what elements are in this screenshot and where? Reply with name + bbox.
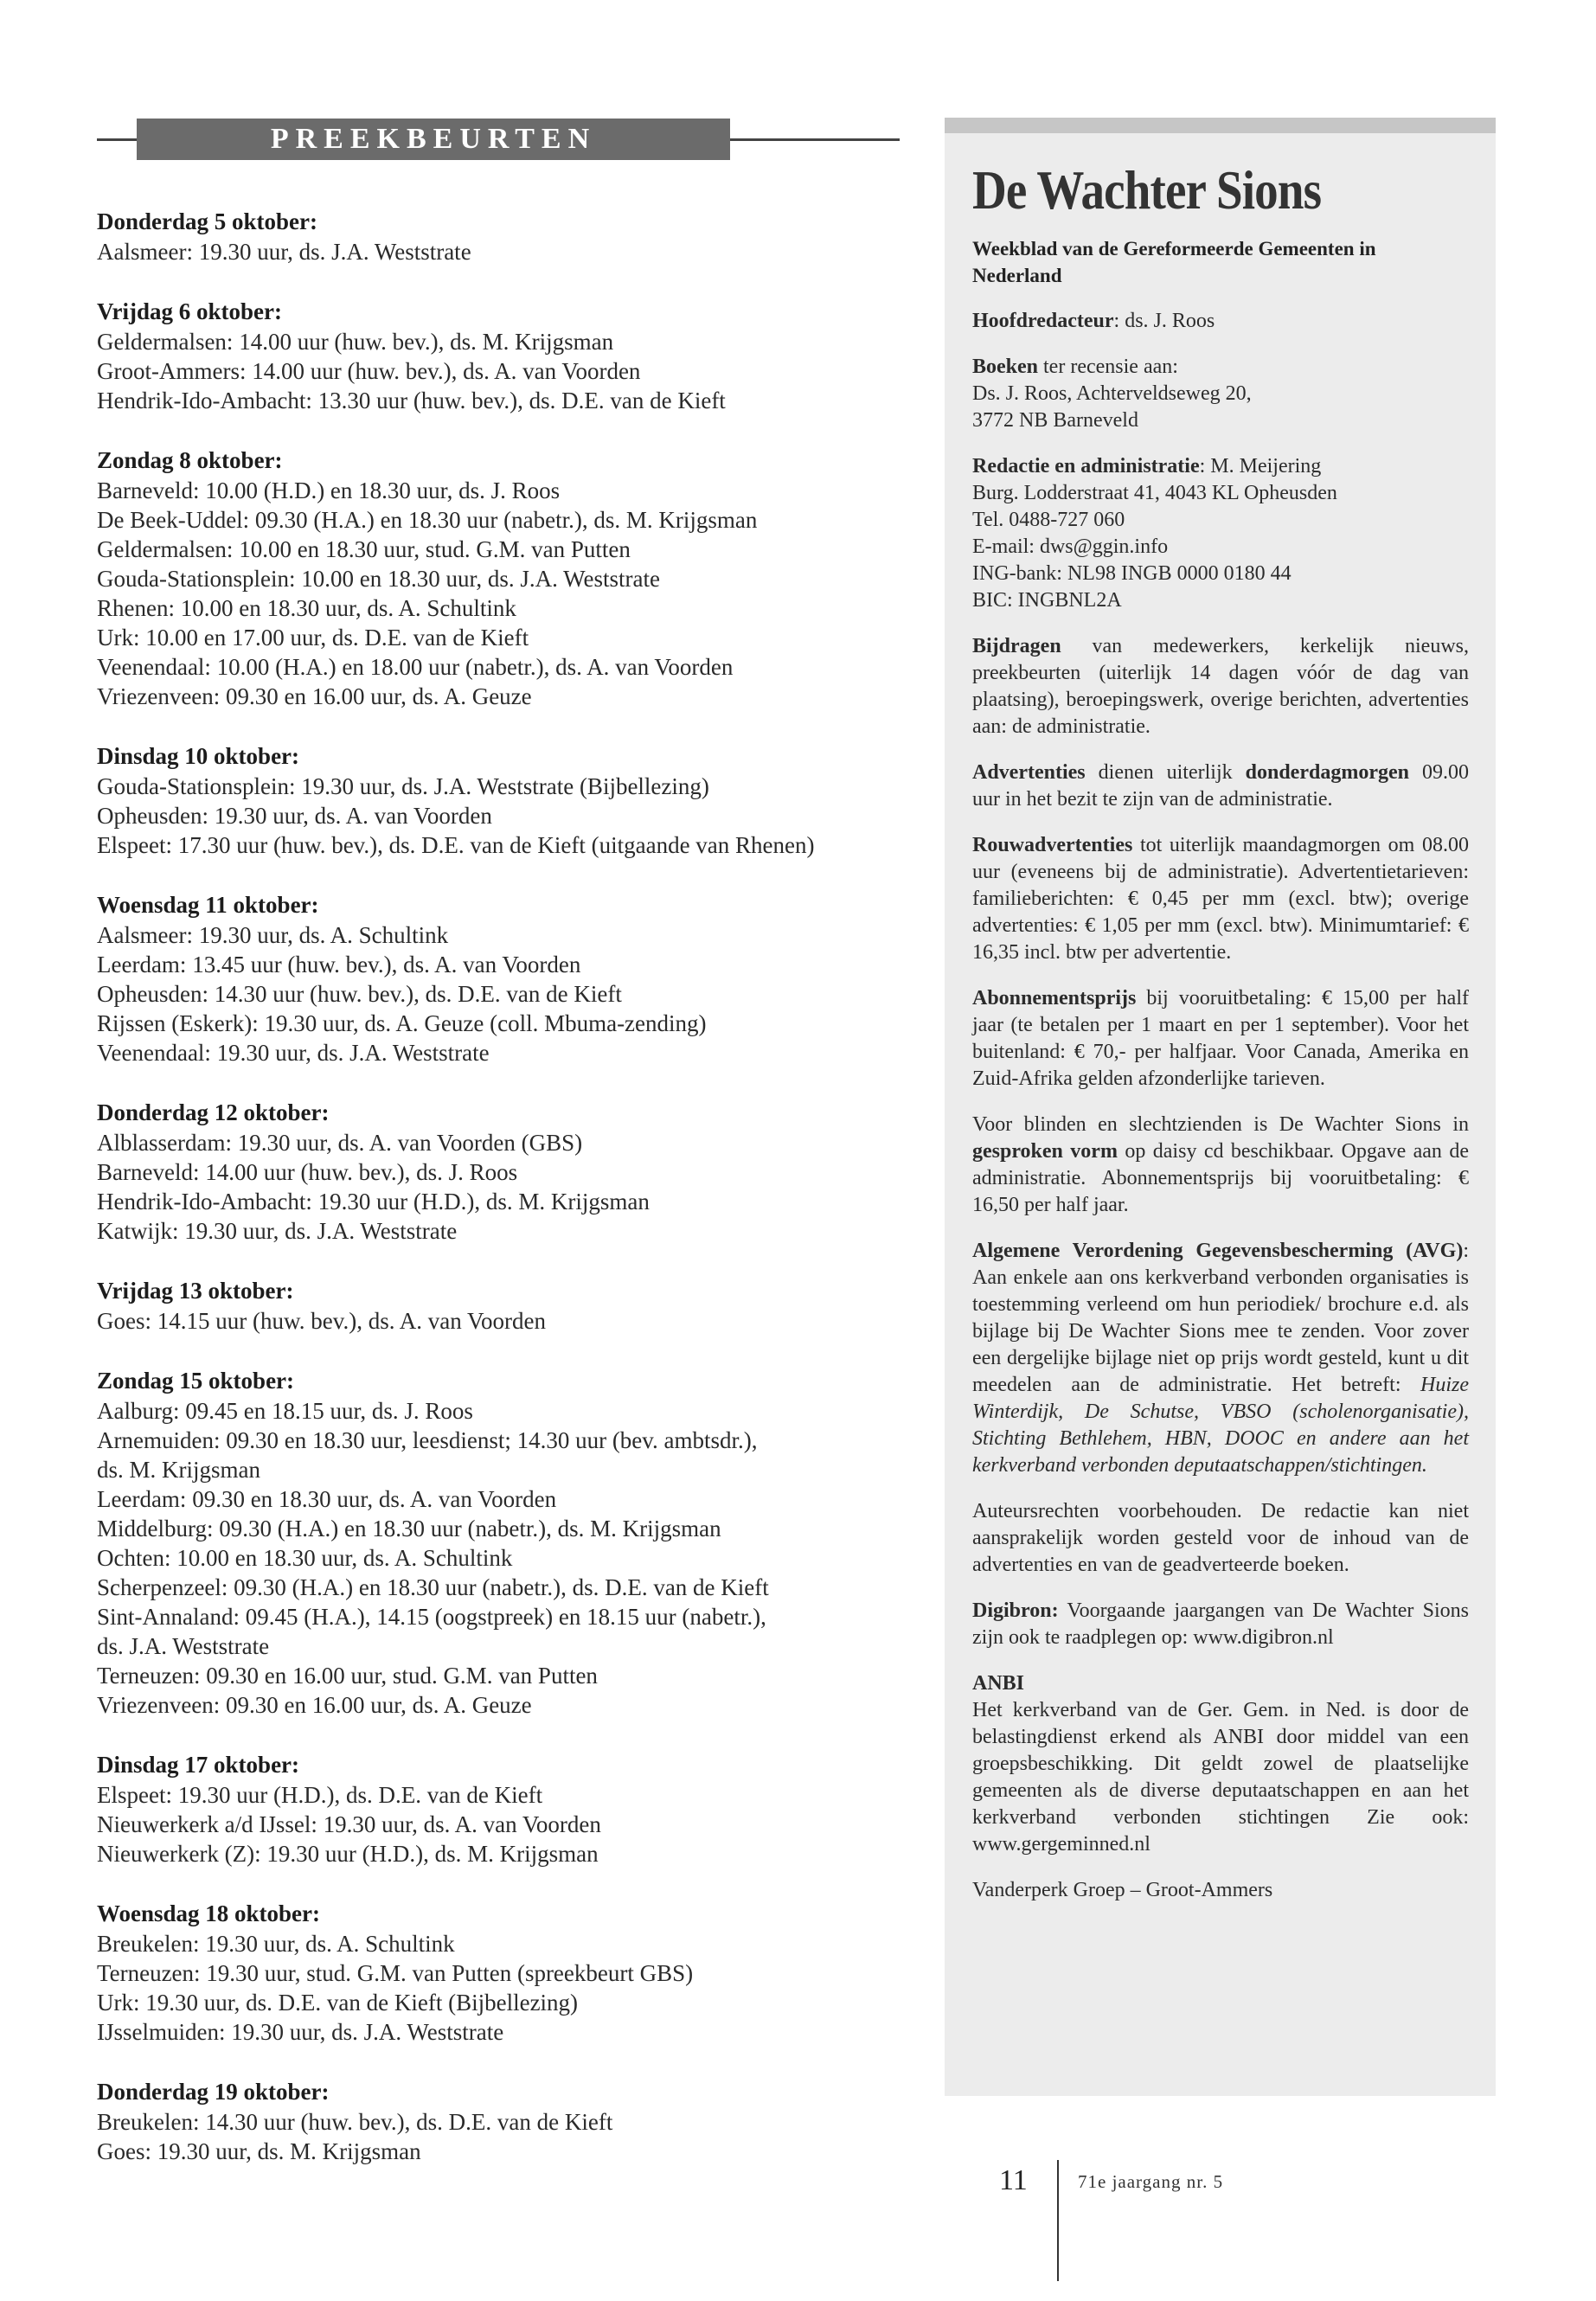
avg-text: : Aan enkele aan ons kerkverband verbonden organisaties is toestemming verleend om hun periodiek/ brochure e.d. als bijlage bij De Wachter Sions mee te zenden. Voor zover een dergelijke bijlage niet op prijs wordt gesteld, kunt u dit meedelen aan de administratie. Het betreft: xyxy=(972,1240,1469,1396)
service-line: Aalsmeer: 19.30 uur, ds. J.A. Weststrate xyxy=(97,239,471,265)
day-heading: Woensdag 18 oktober: xyxy=(97,1900,321,1926)
service-line: Alblasserdam: 19.30 uur, ds. A. van Voorden (GBS) xyxy=(97,1130,583,1156)
day-heading: Zondag 15 oktober: xyxy=(97,1368,295,1394)
service-line: Sint-Annaland: 09.45 (H.A.), 14.15 (oogstpreek) en 18.15 uur (nabetr.), xyxy=(97,1604,766,1630)
service-line: IJsselmuiden: 19.30 uur, ds. J.A. Weststrate xyxy=(97,2019,504,2045)
boeken-block xyxy=(972,354,1469,434)
boeken-label: Boeken xyxy=(972,356,1039,378)
day-heading: Dinsdag 10 oktober: xyxy=(97,743,300,769)
day-heading: Donderdag 19 oktober: xyxy=(97,2079,330,2105)
service-line: Arnemuiden: 09.30 en 18.30 uur, leesdienst; 14.30 uur (bev. ambtsdr.), xyxy=(97,1427,758,1453)
advertenties-text: dienen uiterlijk xyxy=(1085,761,1246,784)
drukker: Vanderperk Groep – Groot-Ammers xyxy=(972,1879,1273,1901)
redactie-block xyxy=(972,453,1469,614)
colophon-panel xyxy=(945,118,1496,2096)
header-rule-right xyxy=(730,138,900,141)
day-block xyxy=(97,1366,927,1720)
service-line: Leerdam: 09.30 en 18.30 uur, ds. A. van Voorden xyxy=(97,1486,557,1512)
redactie-email: E-mail: dws@ggin.info xyxy=(972,535,1169,558)
service-line: Nieuwerkerk a/d IJssel: 19.30 uur, ds. A. van Voorden xyxy=(97,1811,601,1837)
service-line: Breukelen: 19.30 uur, ds. A. Schultink xyxy=(97,1931,455,1957)
rouw-block xyxy=(972,832,1469,966)
auteursrechten: Auteursrechten voorbehouden. De redactie kan niet aansprakelijk worden gesteld voor de inhoud van de advertenties en van de geadverteerde boeken. xyxy=(972,1500,1469,1576)
service-line: Geldermalsen: 10.00 en 18.30 uur, stud. G.M. van Putten xyxy=(97,536,631,562)
section-header: PREEKBEURTEN xyxy=(137,119,730,160)
redactie-value: : M. Meijering xyxy=(1199,455,1322,478)
abonnement-text: bij vooruitbetaling: € 15,00 per half jaar (te betalen per 1 maart en per 1 september). Voor het buitenland: € 70,- per halfjaar. Voor Canada, Amerika en Zuid-Afrika gelden afzonderlijke tarieven. xyxy=(972,987,1469,1090)
bijdragen-text: van medewerkers, kerkelijk nieuws, preekbeurten (uiterlijk 14 dagen vóór de dag van plaatsing), beroepingswerk, overige berichten, advertenties aan: de administratie. xyxy=(972,635,1469,738)
blinden-text: op daisy cd beschikbaar. Opgave aan de administratie. Abonnementsprijs bij vooruitbetaling: € 16,50 per half jaar. xyxy=(972,1140,1469,1216)
service-line: Elspeet: 19.30 uur (H.D.), ds. D.E. van de Kieft xyxy=(97,1782,543,1808)
service-line: Hendrik-Ido-Ambacht: 13.30 uur (huw. bev.), ds. D.E. van de Kieft xyxy=(97,388,726,413)
boeken-value: ter recensie aan: xyxy=(1038,356,1178,378)
rouw-label: Rouwadvertenties xyxy=(972,834,1133,856)
redactie-line: BIC: INGBNL2A xyxy=(972,589,1122,612)
avg-italic: Huize Winterdijk, De Schutse, VBSO (scholenorganisatie), Stichting Bethlehem, HBN, DOOC en andere aan het kerkverband verbonden deputaatschappen/stichtingen. xyxy=(972,1374,1469,1477)
service-line: Urk: 19.30 uur, ds. D.E. van de Kieft (Bijbellezing) xyxy=(97,1990,579,2016)
day-block xyxy=(97,890,927,1067)
service-line: Rijssen (Eskerk): 19.30 uur, ds. A. Geuze (coll. Mbuma-zending) xyxy=(97,1010,707,1036)
issue-info: 71e jaargang nr. 5 xyxy=(1078,2171,1224,2192)
redactie-line: Burg. Lodderstraat 41, 4043 KL Opheusden xyxy=(972,482,1337,504)
rouw-text: tot uiterlijk maandagmorgen om 08.00 uur (eveneens bij de administratie). Advertentietarieven: familieberichten: € 0,45 per mm (excl. btw); overige advertenties: € 1,05 per mm (excl. btw). Minimumtarief: € 16,35 incl. btw per advertentie. xyxy=(972,834,1469,964)
boeken-line: 3772 NB Barneveld xyxy=(972,409,1138,432)
digibron-block xyxy=(972,1598,1469,1651)
service-line: Middelburg: 09.30 (H.A.) en 18.30 uur (nabetr.), ds. M. Krijgsman xyxy=(97,1516,721,1541)
service-line: Goes: 14.15 uur (huw. bev.), ds. A. van Voorden xyxy=(97,1308,546,1334)
day-block xyxy=(97,445,927,711)
hoofdredacteur-value: : ds. J. Roos xyxy=(1113,310,1215,332)
magazine-subtitle: Weekblad van de Gereformeerde Gemeenten in Nederland xyxy=(972,238,1376,286)
blinden-text: Voor blinden en slechtzienden is De Wachter Sions in xyxy=(972,1113,1469,1136)
service-line: Rhenen: 10.00 en 18.30 uur, ds. A. Schultink xyxy=(97,595,516,621)
magazine-title: De Wachter Sions xyxy=(972,159,1322,221)
redactie-line: ING-bank: NL98 INGB 0000 0180 44 xyxy=(972,562,1292,585)
bijdragen-block xyxy=(972,633,1469,740)
service-line: Katwijk: 19.30 uur, ds. J.A. Weststrate xyxy=(97,1218,458,1244)
advertenties-label: Advertenties xyxy=(972,761,1086,784)
service-line: Terneuzen: 19.30 uur, stud. G.M. van Putten (spreekbeurt GBS) xyxy=(97,1960,694,1986)
day-heading: Dinsdag 17 oktober: xyxy=(97,1752,300,1778)
service-line: Veenendaal: 10.00 (H.A.) en 18.00 uur (nabetr.), ds. A. van Voorden xyxy=(97,654,734,680)
day-block xyxy=(97,1899,927,2047)
preekbeurten-list xyxy=(97,207,927,2196)
day-block xyxy=(97,297,927,415)
day-block xyxy=(97,207,927,266)
day-heading: Vrijdag 6 oktober: xyxy=(97,298,282,324)
anbi-block xyxy=(972,1670,1469,1858)
day-heading: Woensdag 11 oktober: xyxy=(97,892,319,918)
service-line: ds. J.A. Weststrate xyxy=(97,1633,270,1659)
service-line: Goes: 19.30 uur, ds. M. Krijgsman xyxy=(97,2138,421,2164)
service-line: Breukelen: 14.30 uur (huw. bev.), ds. D.E. van de Kieft xyxy=(97,2109,613,2135)
day-heading: Vrijdag 13 oktober: xyxy=(97,1278,294,1304)
service-line: Nieuwerkerk (Z): 19.30 uur (H.D.), ds. M. Krijgsman xyxy=(97,1841,599,1867)
page-number: 11 xyxy=(999,2164,1028,2196)
service-line: Urk: 10.00 en 17.00 uur, ds. D.E. van de Kieft xyxy=(97,625,529,651)
service-line: Leerdam: 13.45 uur (huw. bev.), ds. A. van Voorden xyxy=(97,952,581,977)
service-line: Veenendaal: 19.30 uur, ds. J.A. Weststrate xyxy=(97,1040,490,1066)
service-line: Gouda-Stationsplein: 19.30 uur, ds. J.A. Weststrate (Bijbellezing) xyxy=(97,773,709,799)
anbi-text: Het kerkverband van de Ger. Gem. in Ned. is door de belastingdienst erkend als ANBI door middel van een groepsbeschikking. Dit geldt zowel de plaatselijke gemeenten als de diverse deputaatschappen en aan het kerkverband verbonden stichtingen Zie ook: www.gergeminned.nl xyxy=(972,1699,1469,1856)
service-line: Barneveld: 10.00 (H.D.) en 18.30 uur, ds. J. Roos xyxy=(97,478,561,503)
digibron-text: Voorgaande jaargangen van De Wachter Sions zijn ook te raadplegen op: www.digibron.nl xyxy=(972,1599,1469,1649)
day-block xyxy=(97,1098,927,1246)
service-line: Gouda-Stationsplein: 10.00 en 18.30 uur, ds. J.A. Weststrate xyxy=(97,566,660,592)
avg-block xyxy=(972,1238,1469,1479)
day-heading: Donderdag 5 oktober: xyxy=(97,208,317,234)
service-line: Geldermalsen: 14.00 uur (huw. bev.), ds. M. Krijgsman xyxy=(97,329,614,355)
anbi-label: ANBI xyxy=(972,1672,1025,1695)
day-block xyxy=(97,2077,927,2166)
service-line: Elspeet: 17.30 uur (huw. bev.), ds. D.E. van de Kieft (uitgaande van Rhenen) xyxy=(97,832,815,858)
hoofdredacteur xyxy=(972,308,1469,335)
day-heading: Donderdag 12 oktober: xyxy=(97,1099,330,1125)
service-line: Hendrik-Ido-Ambacht: 19.30 uur (H.D.), ds. M. Krijgsman xyxy=(97,1189,650,1215)
day-heading: Zondag 8 oktober: xyxy=(97,447,283,473)
advertenties-deadline: donderdagmorgen xyxy=(1245,761,1409,784)
service-line: Aalsmeer: 19.30 uur, ds. A. Schultink xyxy=(97,922,449,948)
blinden-block xyxy=(972,1112,1469,1219)
abonnement-label: Abonnementsprijs xyxy=(972,987,1137,1009)
service-line: Vriezenveen: 09.30 en 16.00 uur, ds. A. Geuze xyxy=(97,1692,532,1718)
service-line: Opheusden: 14.30 uur (huw. bev.), ds. D.E. van de Kieft xyxy=(97,981,622,1007)
blinden-bold: gesproken vorm xyxy=(972,1140,1118,1163)
redactie-label: Redactie en administratie xyxy=(972,455,1200,478)
advertenties-block xyxy=(972,760,1469,813)
day-block xyxy=(97,741,927,860)
service-line: Opheusden: 19.30 uur, ds. A. van Voorden xyxy=(97,803,492,829)
abonnement-block xyxy=(972,985,1469,1093)
redactie-line: Tel. 0488-727 060 xyxy=(972,509,1125,531)
service-line: Scherpenzeel: 09.30 (H.A.) en 18.30 uur (nabetr.), ds. D.E. van de Kieft xyxy=(97,1574,769,1600)
digibron-label: Digibron: xyxy=(972,1599,1059,1622)
service-line: Ochten: 10.00 en 18.30 uur, ds. A. Schultink xyxy=(97,1545,513,1571)
day-block xyxy=(97,1750,927,1868)
hoofdredacteur-label: Hoofdredacteur xyxy=(972,310,1114,332)
service-line: Groot-Ammers: 14.00 uur (huw. bev.), ds. A. van Voorden xyxy=(97,358,641,384)
avg-label: Algemene Verordening Gegevensbescherming (AVG) xyxy=(972,1240,1464,1262)
bijdragen-label: Bijdragen xyxy=(972,635,1061,657)
header-rule-left xyxy=(97,138,137,141)
service-line: Terneuzen: 09.30 en 16.00 uur, stud. G.M. van Putten xyxy=(97,1663,598,1689)
service-line: Aalburg: 09.45 en 18.15 uur, ds. J. Roos xyxy=(97,1398,473,1424)
advertenties-text: 09.00 uur in het bezit te zijn van de administratie. xyxy=(972,761,1469,811)
service-line: De Beek-Uddel: 09.30 (H.A.) en 18.30 uur (nabetr.), ds. M. Krijgsman xyxy=(97,507,758,533)
day-block xyxy=(97,1276,927,1336)
service-line: Barneveld: 14.00 uur (huw. bev.), ds. J. Roos xyxy=(97,1159,518,1185)
service-line: Vriezenveen: 09.30 en 16.00 uur, ds. A. Geuze xyxy=(97,683,532,709)
footer-divider xyxy=(1057,2160,1059,2281)
boeken-line: Ds. J. Roos, Achterveldseweg 20, xyxy=(972,382,1252,405)
service-line: ds. M. Krijgsman xyxy=(97,1457,260,1483)
